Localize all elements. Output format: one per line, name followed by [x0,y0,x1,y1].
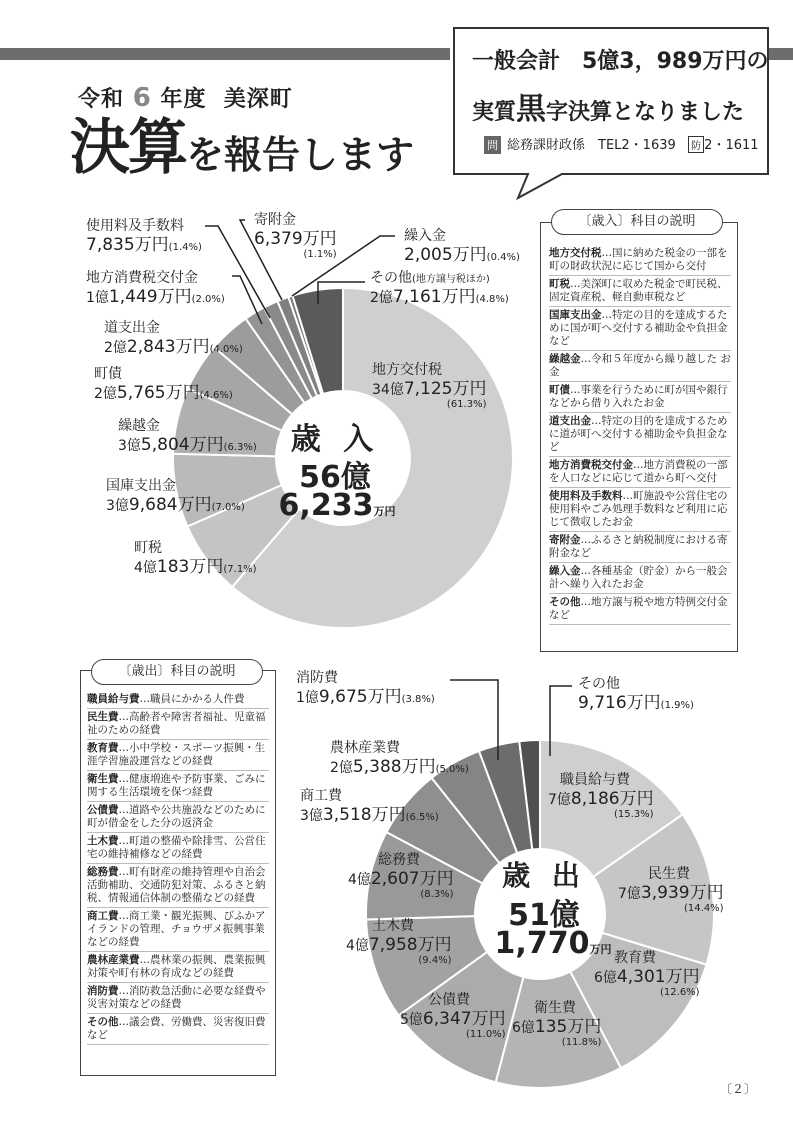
exp-label-kyoiku: 教育費 6億4,301万円 (12.6%) [594,950,700,999]
revenue-explanation-term: 繰入金 [549,565,581,577]
revenue-center-label: 歳 入 [290,422,380,457]
rev-label-chozei: 町税 4億183万円(7.1%) [134,540,257,577]
expenditure-explanation-item [87,983,269,1014]
expenditure-total-unit: 万円 [589,943,612,956]
exp-label-somu: 総務費 4億2,607万円 (8.3%) [348,852,454,901]
summary-text-a: 実質 [472,100,517,125]
summary-text-b: 字決算となりました [546,100,745,125]
exp-label-shobo: 消防費 1億9,675万円(3.8%) [296,670,435,707]
page-title [70,113,415,183]
expenditure-explanation-item [87,952,269,983]
exp-label-eisei: 衛生費 6億135万円 (11.8%) [512,1000,602,1049]
year-suffix: 年度 [160,87,207,112]
town-name: 美深町 [223,87,293,112]
revenue-explanation-desc: …地方消費税の一部を人口などに応じて道から町へ交付 [549,459,728,484]
summary-line-2 [472,84,744,128]
revenue-explanation-desc: …令和５年度から繰り越した お金 [549,353,731,378]
expenditure-explanation-term: 衛生費 [87,773,119,785]
revenue-explanation-desc: …特定の目的を達成するために国が町へ交付する補助金や負担金など [549,309,728,347]
exp-label-shoko: 商工費 3億3,518万円(6.5%) [300,788,439,825]
expenditure-explanation-desc: …健康増進や予防事業、ごみに関する生活環境を保つ経費 [87,773,266,798]
revenue-explanation-item [549,382,731,413]
revenue-total-man: 6,233 [278,488,374,523]
revenue-explanation-term: 寄附金 [549,534,581,546]
contact-info [484,134,759,154]
fiscal-year-heading [78,82,293,113]
expenditure-explanation-term: 商工費 [87,910,119,922]
revenue-explanation-desc: …地方譲与税や地方特例交付金など [549,596,728,621]
revenue-explanation-item [549,488,731,532]
expenditure-explanation-desc: …農林業の振興、農業振興対策や町有林の育成などの経費 [87,954,266,979]
expenditure-center-oku: 51億 [508,898,580,933]
bou-mark: 防 [688,136,704,153]
expenditure-explanation-desc: …高齢者や障害者福祉、児童福祉のための経費 [87,711,266,736]
expenditure-explanation-term: 農林産業費 [87,954,140,966]
rev-label-sonota: その他(地方譲与税ほか) 2億7,161万円(4.8%) [370,270,509,307]
expenditure-center-label: 歳 出 [502,859,586,892]
expenditure-explanation-term: 土木費 [87,835,119,847]
expenditure-explanation-term: その他 [87,1016,119,1028]
revenue-explanation-item [549,532,731,563]
rev-label-kokko: 国庫支出金 3億9,684万円(7.0%) [106,478,245,515]
revenue-explanation-item [549,563,731,594]
revenue-explanation-term: 使用料及手数料 [549,490,623,502]
rev-label-kifu: 寄附金 6,379万円 (1.1%) [254,212,337,261]
revenue-explanation-term: 繰越金 [549,353,581,365]
revenue-explanation-desc: …特定の目的を達成するために道が町へ交付する補助金や負担金など [549,415,728,453]
title-rest: を報告します [186,133,415,177]
page-number: 〔２〕 [720,1082,757,1096]
revenue-explanation-term: 地方交付税 [549,247,602,259]
revenue-explanation-desc: …ふるさと納税制度における寄附金など [549,534,728,559]
revenue-explanation-desc: …事業を行うために町が国や銀行などから借り入れたお金 [549,384,728,409]
revenue-explanation-item [549,594,731,625]
rev-label-kofuzei: 地方交付税 34億7,125万円 (61.3%) [372,362,487,411]
revenue-center-oku: 56億 [299,460,371,495]
revenue-explanation-desc: …町施設や公営住宅の使用料やごみ処理手数料など利用に応じて徴収したお金 [549,490,728,528]
exp-label-shokuin: 職員給与費 7億8,186万円 (15.3%) [548,772,654,821]
rev-label-kurikoshi: 繰越金 3億5,804万円(6.3%) [118,418,257,455]
expenditure-explanation-item [87,1014,269,1045]
year-number: 6 [132,83,152,113]
expenditure-explanation-term: 教育費 [87,742,119,754]
title-big: 決算 [70,113,186,183]
expenditure-explanation-desc: …商工業・観光振興、びふかアイランドの管理、チョウザメ振興事業などの経費 [87,910,266,948]
expenditure-explanation-item [87,864,269,908]
revenue-total-unit: 万円 [373,505,396,518]
revenue-explanation-term: 道支出金 [549,415,591,427]
expenditure-explanation-item [87,908,269,952]
expenditure-explanation-item [87,691,269,709]
expenditure-explanation-item [87,709,269,740]
expenditure-explanation-desc: …議会費、労働費、災害復旧費など [87,1016,266,1041]
revenue-explanation-item [549,245,731,276]
summary-line-1: 一般会計 5億3，989万円の [472,49,769,74]
revenue-explanation-item [549,457,731,488]
expenditure-explanation-desc: …町有財産の維持管理や自治会活動補助、交通防犯対策、ふるさと納税、情報通信体制の整備などの経費 [87,866,266,904]
revenue-center-man [262,488,412,523]
expenditure-explanation-desc: …町道の整備や除排雪、公営住宅の維持補修などの経費 [87,835,266,860]
revenue-explanation-term: 国庫支出金 [549,309,602,321]
rev-label-kurinyu: 繰入金 2,005万円(0.4%) [404,228,520,265]
expenditure-explanation-term: 総務費 [87,866,119,878]
revenue-explanation-item [549,276,731,307]
revenue-explanation-term: 町税 [549,278,570,290]
exp-label-kosai: 公債費 5億6,347万円 (11.0%) [400,992,506,1041]
exp-label-doboku: 土木費 4億7,958万円 (9.4%) [346,918,452,967]
revenue-explanation-item [549,413,731,457]
rev-label-shiyoryo: 使用料及手数料 7,835万円(1.4%) [86,218,202,255]
expenditure-explanation-item [87,802,269,833]
expenditure-explanation-item [87,740,269,771]
expenditure-explanation-desc: …職員にかかる人件費 [139,693,245,705]
summary-bubble [452,26,770,176]
exp-label-sonota: その他 9,716万円(1.9%) [578,676,694,713]
revenue-explanation-desc: …美深町に収めた税金で町民税、固定資産税、軽自動車税など [549,278,728,303]
inquiry-mark: 問 [484,136,501,154]
expenditure-explanation-item [87,771,269,802]
expenditure-explanation-title: 〔歳出〕科目の説明 [91,659,263,685]
expenditure-explanation-term: 民生費 [87,711,119,723]
revenue-explanation-item [549,307,731,351]
revenue-explanation-box [540,214,738,652]
revenue-explanation-term: 地方消費税交付金 [549,459,633,471]
revenue-explanation-term: 町債 [549,384,570,396]
summary-kuro: 黒 [516,92,547,127]
rev-label-shohizei: 地方消費税交付金 1億1,449万円(2.0%) [86,270,225,307]
revenue-explanation-title: 〔歳入〕科目の説明 [551,209,723,235]
exp-label-norin: 農林産業費 2億5,388万円(5.0%) [330,740,469,777]
expenditure-explanation-desc: …小中学校・スポーツ振興・生涯学習施設運営などの経費 [87,742,266,767]
header-bar [0,48,450,60]
expenditure-explanation-item [87,833,269,864]
expenditure-total-man: 1,770 [494,926,590,961]
expenditure-explanation-term: 公債費 [87,804,119,816]
expenditure-explanation-desc: …道路や公共施設などのために町が借金をした分の返済金 [87,804,266,829]
contact-text: 総務課財政係 TEL2・1639 [507,138,676,153]
revenue-explanation-term: その他 [549,596,581,608]
exp-label-minsei: 民生費 7億3,939万円 (14.4%) [618,866,724,915]
expenditure-explanation-box [80,664,276,1076]
expenditure-explanation-term: 職員給与費 [87,693,140,705]
year-prefix: 令和 [78,87,125,112]
revenue-explanation-desc: …国に納めた税金の一部を町の財政状況に応じて国から交付 [549,247,728,272]
revenue-explanation-item [549,351,731,382]
expenditure-explanation-list [81,671,275,1045]
expenditure-explanation-term: 消防費 [87,985,119,997]
expenditure-explanation-desc: …消防救急活動に必要な経費や災害対策などの経費 [87,985,266,1010]
bou-number: 2・1611 [704,138,759,153]
revenue-explanation-desc: …各種基金（貯金）から一般会計へ繰り入れたお金 [549,565,728,590]
rev-label-doshishutsu: 道支出金 2億2,843万円(4.0%) [104,320,243,357]
rev-label-chosai: 町債 2億5,765万円(4.6%) [94,366,233,403]
revenue-explanation-list [541,223,737,625]
